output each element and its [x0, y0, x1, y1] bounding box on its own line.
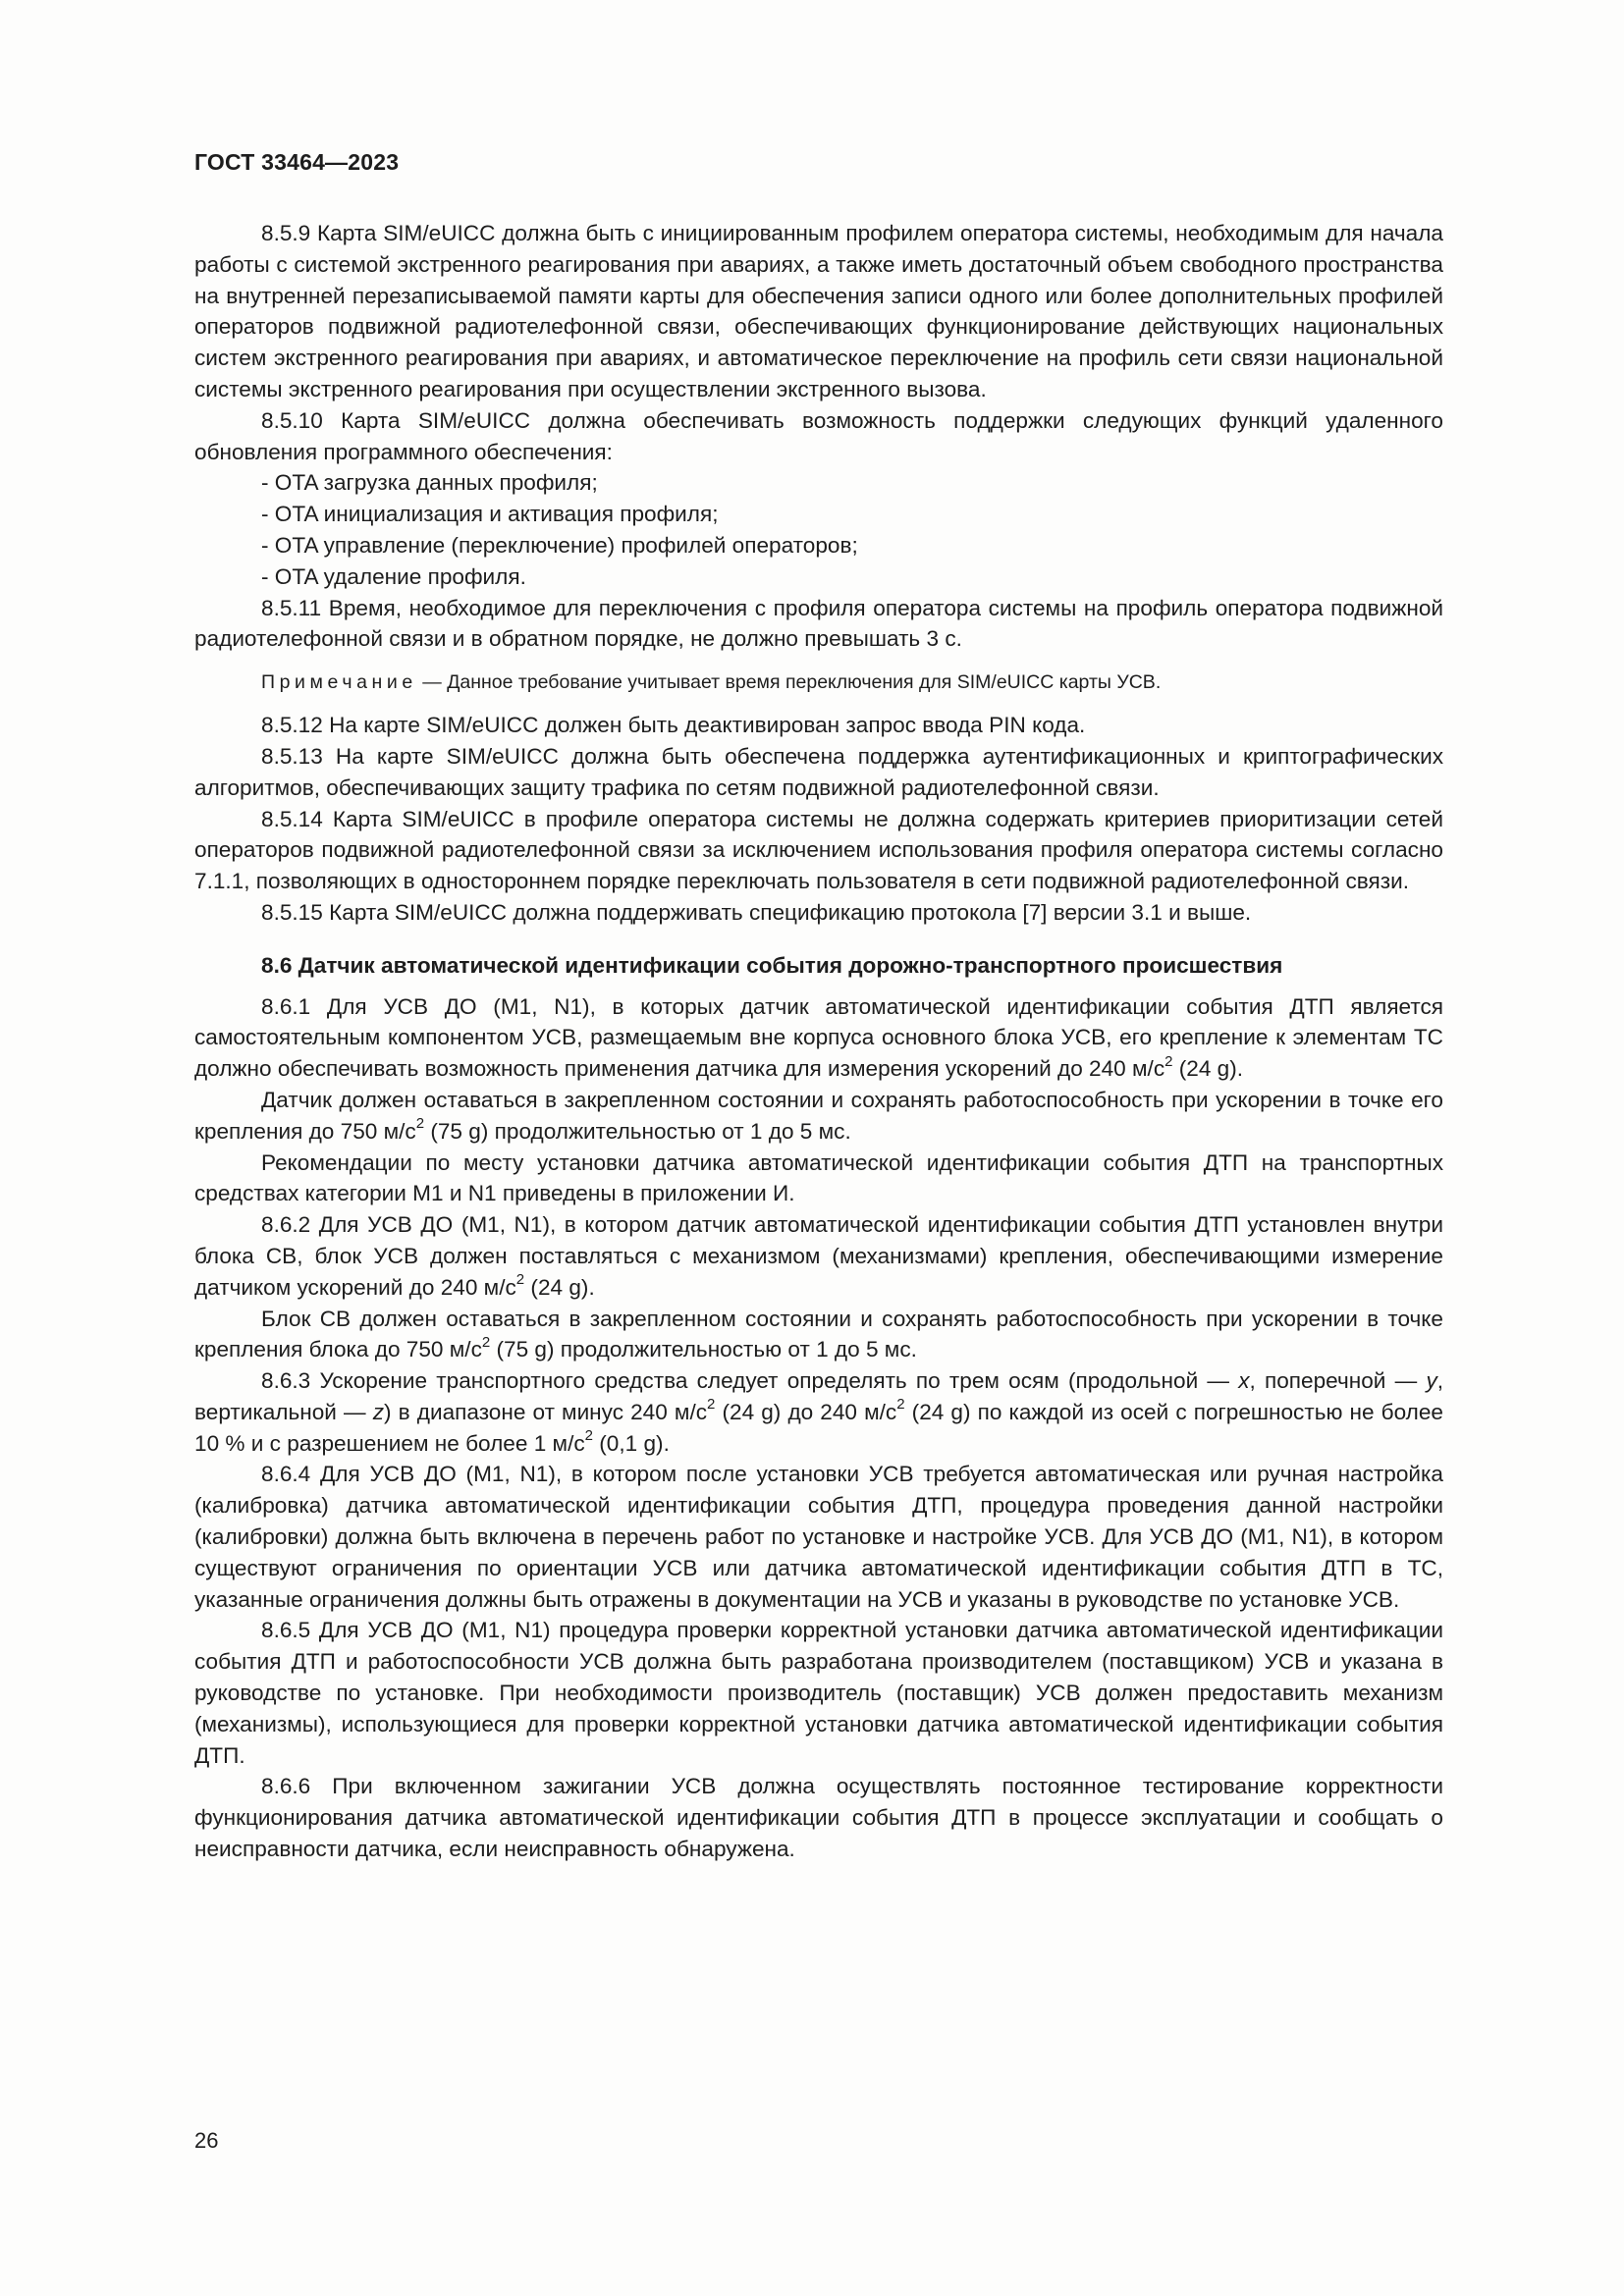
paragraph-8-5-11: 8.5.11 Время, необходимое для переключения с профиля оператора системы на профиль оператора подвижной радиотелефонной связи и в обратном порядке, не должно превышать 3 с. [194, 595, 1443, 652]
note-text: — Данное требование учитывает время переключения для SIM/eUICC карты УСВ. [416, 671, 1162, 694]
standard-header: ГОСТ 33464—2023 [194, 149, 400, 175]
paragraph-8-5-12: 8.5.12 На карте SIM/eUICC должен быть деактивирован запрос ввода PIN кода. [261, 713, 1086, 738]
note [194, 668, 1443, 696]
note-label: Примечание [261, 671, 417, 694]
document-body [194, 218, 1443, 1865]
list-item: - OTA инициализация и активация профиля; [261, 502, 719, 527]
paragraph-8-6-2-block: Блок СВ должен оставаться в закрепленном состоянии и сохранять работоспособность при ускорении в точке крепления блока до 750 $м/с^2$ (75 g) продолжительностью от 1 до 5 мс. [194, 1306, 1443, 1362]
paragraph-8-6-4: 8.6.4 Для УСВ ДО (М1, N1), в котором после установки УСВ требуется автоматическая или ручная настройка (калибровка) датчика автоматической идентификации события ДТП, процедура проведения данной настройки (калибровки) должна быть включена в перечень работ по установке и настройке УСВ. Для УСВ ДО (М1, N1), в котором существуют ограничения по ориентации УСВ или датчика автоматической идентификации события ДТП в ТС, указанные ограничения должны быть отражены в документации на УСВ и указаны в руководстве по установке УСВ. [194, 1462, 1443, 1612]
paragraph-8-5-14: 8.5.14 Карта SIM/eUICC в профиле оператора системы не должна содержать критериев приоритизации сетей операторов подвижной радиотелефонной связи за исключением использования профиля оператора системы согласно 7.1.1, позволяющих в одностороннем порядке переключать пользователя в сети подвижной радиотелефонной связи. [194, 806, 1443, 894]
paragraph-8-5-13: 8.5.13 На карте SIM/eUICC должна быть обеспечена поддержка аутентификационных и криптографических алгоритмов, обеспечивающих защиту трафика по сетям подвижной радиотелефонной связи. [194, 743, 1443, 800]
paragraph-8-6-1-recommendations: Рекомендации по месту установки датчика автоматической идентификации события ДТП на транспортных средствах категории М1 и N1 приведены в приложении И. [194, 1149, 1443, 1206]
paragraph-8-6-6: 8.6.6 При включенном зажигании УСВ должна осуществлять постоянное тестирование корректности функционирования датчика автоматической идентификации события ДТП в процессе эксплуатации и сообщать о неисправности датчика, если неисправность обнаружена. [194, 1774, 1443, 1862]
list-item: - OTA удаление профиля. [261, 563, 526, 589]
paragraph-8-6-3: 8.6.3 Ускорение транспортного средства следует определять по трем осям (продольной — x, поперечной — y, вертикальной — z) в диапазоне от минус 240 $м/с^2$ (24 g) до 240 $м/с^2$ (24 g) по каждой из осей с погрешностью не более 10 % и с разрешением не более 1 $м/с^2$ (0,1 g). [194, 1368, 1444, 1456]
paragraph-8-5-9: 8.5.9 Карта SIM/eUICC должна быть с инициированным профилем оператора системы, необходимым для начала работы с системой экстренного реагирования при авариях, а также иметь достаточный объем свободного пространства на внутренней перезаписываемой памяти карты для обеспечения записи одного или более дополнительных профилей операторов подвижной радиотелефонной связи, обеспечивающих функционирование действующих национальных систем экстренного реагирования при авариях, и автоматическое переключение на профиль сети связи национальной системы экстренного реагирования при осуществлении экстренного вызова. [194, 221, 1443, 401]
list-item: - OTA загрузка данных профиля; [261, 470, 598, 496]
paragraph-8-6-5: 8.6.5 Для УСВ ДО (М1, N1) процедура проверки корректной установки датчика автоматической идентификации события ДТП и работоспособности УСВ должна быть разработана производителем (поставщиком) УСВ и указана в руководстве по установке. При необходимости производитель (поставщик) УСВ должен предоставить механизм (механизмы), использующиеся для проверки корректной установки датчика автоматической идентификации события ДТП. [194, 1618, 1443, 1768]
paragraph-8-5-15: 8.5.15 Карта SIM/eUICC должна поддерживать спецификацию протокола [7] версии 3.1 и выше. [261, 899, 1252, 925]
list-item: - OTA управление (переключение) профилей операторов; [261, 532, 858, 558]
paragraph-8-6-1: 8.6.1 Для УСВ ДО (М1, N1), в которых датчик автоматической идентификации события ДТП является самостоятельным компонентом УСВ, размещаемым вне корпуса основного блока УСВ, его крепление к элементам ТС должно обеспечивать возможность применения датчика для измерения ускорений до 240 $м/с^2$ (24 g). [194, 993, 1443, 1082]
page-number: 26 [194, 2128, 219, 2153]
paragraph-8-5-10: 8.5.10 Карта SIM/eUICC должна обеспечивать возможность поддержки следующих функций удаленного обновления программного обеспечения: [194, 407, 1443, 464]
paragraph-8-6-2: 8.6.2 Для УСВ ДО (М1, N1), в котором датчик автоматической идентификации события ДТП установлен внутри блока СВ, блок УСВ должен поставляться с механизмом (механизмами) крепления, обеспечивающими измерение датчиком ускорений до 240 $м/с^2$ (24 g). [194, 1212, 1443, 1300]
paragraph-8-6-1-mount: Датчик должен оставаться в закрепленном состоянии и сохранять работоспособность при ускорении в точке его крепления до 750 $м/с^2$ (75 g) продолжительностью от 1 до 5 мс. [194, 1087, 1443, 1144]
section-heading-8-6: 8.6 Датчик автоматической идентификации события дорожно-транспортного происшествия [261, 952, 1283, 978]
